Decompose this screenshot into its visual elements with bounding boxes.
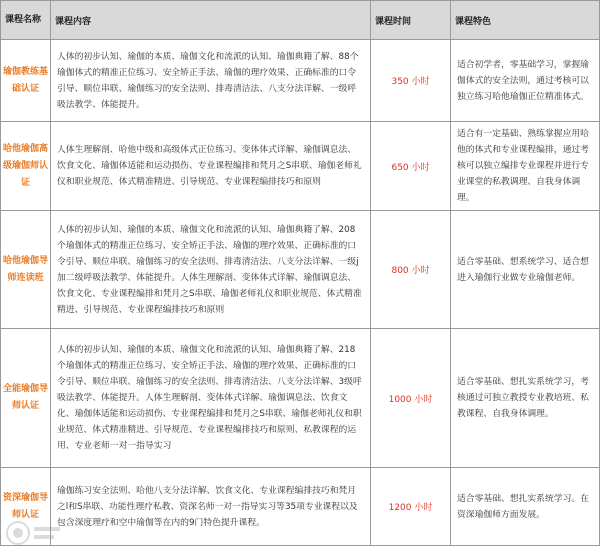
course-content: 人体生理解剖、哈他中级和高级体式正位练习、变体体式详解、瑜伽调息法、饮食文化、瑜伽体适能和运动损伤、专业课程编排和梵月之S串联、瑜伽老师礼仪和职业规范、体式精准精进、引导规范、专业课程编排技巧和原则 bbox=[51, 122, 371, 211]
course-feature: 适合零基础、想扎实系统学习，考核通过可独立教授专业教培班、私教课程、自我身体调理。 bbox=[451, 329, 600, 468]
header-content: 课程内容 bbox=[51, 1, 371, 40]
course-content: 人体的初步认知、瑜伽的本质、瑜伽文化和流派的认知、瑜伽典籍了解、208个瑜伽体式的精准正位练习、安全矫正手法、瑜伽的理疗效果、正确标准的口令引导、顺位串联、瑜伽练习的安全法则、排毒清洁法、八支分法详解、一级j加二级呼吸法教学、体能提升。人体生理解剖、变体体式详解、瑜伽调息法、饮食文化、专业课程编排和梵月之S串联、瑜伽老师礼仪和职业规范、体式精准精进、引导规范、专业课程编排技巧和原则 bbox=[51, 211, 371, 329]
watermark-logo-icon bbox=[4, 518, 64, 548]
course-time: 1200 小时 bbox=[371, 468, 451, 546]
course-feature: 适合零基础、想扎实系统学习。在资深瑜伽师方面发展。 bbox=[451, 468, 600, 546]
table-row bbox=[1, 211, 600, 329]
course-time: 800 小时 bbox=[371, 211, 451, 329]
header-time: 课程时间 bbox=[371, 1, 451, 40]
table-row bbox=[1, 329, 600, 468]
course-content: 人体的初步认知、瑜伽的本质、瑜伽文化和流派的认知、瑜伽典籍了解、88个瑜伽体式的精准正位练习、安全矫正手法、瑜伽的理疗效果、正确标准的口令引导、顺位串联、瑜伽练习的安全法则、排毒清洁法、八支分法详解、一级呼吸法教学、体能提升。 bbox=[51, 40, 371, 122]
header-name: 课程名称 bbox=[1, 1, 51, 40]
header-feature: 课程特色 bbox=[451, 1, 600, 40]
table-row bbox=[1, 122, 600, 211]
table-row bbox=[1, 40, 600, 122]
course-name: 资深瑜伽导师认证 bbox=[1, 468, 51, 546]
header-row bbox=[1, 1, 600, 40]
course-time: 650 小时 bbox=[371, 122, 451, 211]
course-time: 350 小时 bbox=[371, 40, 451, 122]
course-content: 人体的初步认知、瑜伽的本质、瑜伽文化和流派的认知、瑜伽典籍了解、218个瑜伽体式的精准正位练习、安全矫正手法、瑜伽的理疗效果、正确标准的口令引导、顺位串联、瑜伽练习的安全法则、排毒清洁法、八支分法详解、3级呼吸法教学、体能提升。人体生理解剖、变体体式详解、瑜伽调息法、饮食文化、瑜伽体适能和运动损伤、专业课程编排和梵月之S串联、瑜伽老师礼仪和职业规范、体式精准精进、引导规范、专业课程编排技巧和原则、私教课程的运用、专业老师一对一指导实习 bbox=[51, 329, 371, 468]
course-name: 哈他瑜伽高级瑜伽师认证 bbox=[1, 122, 51, 211]
course-content: 瑜伽练习安全法则、哈他八支分法详解、饮食文化、专业课程编排技巧和梵月之l和S串联、功能性理疗私教、资深名师一对一指导实习等35项专业课程以及包含深度理疗和空中瑜伽等在内的9门特色提升课程。 bbox=[51, 468, 371, 546]
course-feature: 适合零基础、想系统学习、适合想进入瑜伽行业做专业瑜伽老师。 bbox=[451, 211, 600, 329]
course-feature: 适合初学者，零基础学习，掌握瑜伽体式的安全法则，通过考核可以独立练习哈他瑜伽正位精准体式。 bbox=[451, 40, 600, 122]
course-name: 瑜伽教练基础认证 bbox=[1, 40, 51, 122]
table-row bbox=[1, 468, 600, 546]
course-feature: 适合有一定基础、熟练掌握应用哈他的体式和专业课程编排，通过考核可以独立编排专业课程并进行专业课堂的私教调理、自我身体调理。 bbox=[451, 122, 600, 211]
course-name: 哈他瑜伽导师连读班 bbox=[1, 211, 51, 329]
course-time: 1000 小时 bbox=[371, 329, 451, 468]
course-name: 全能瑜伽导师认证 bbox=[1, 329, 51, 468]
